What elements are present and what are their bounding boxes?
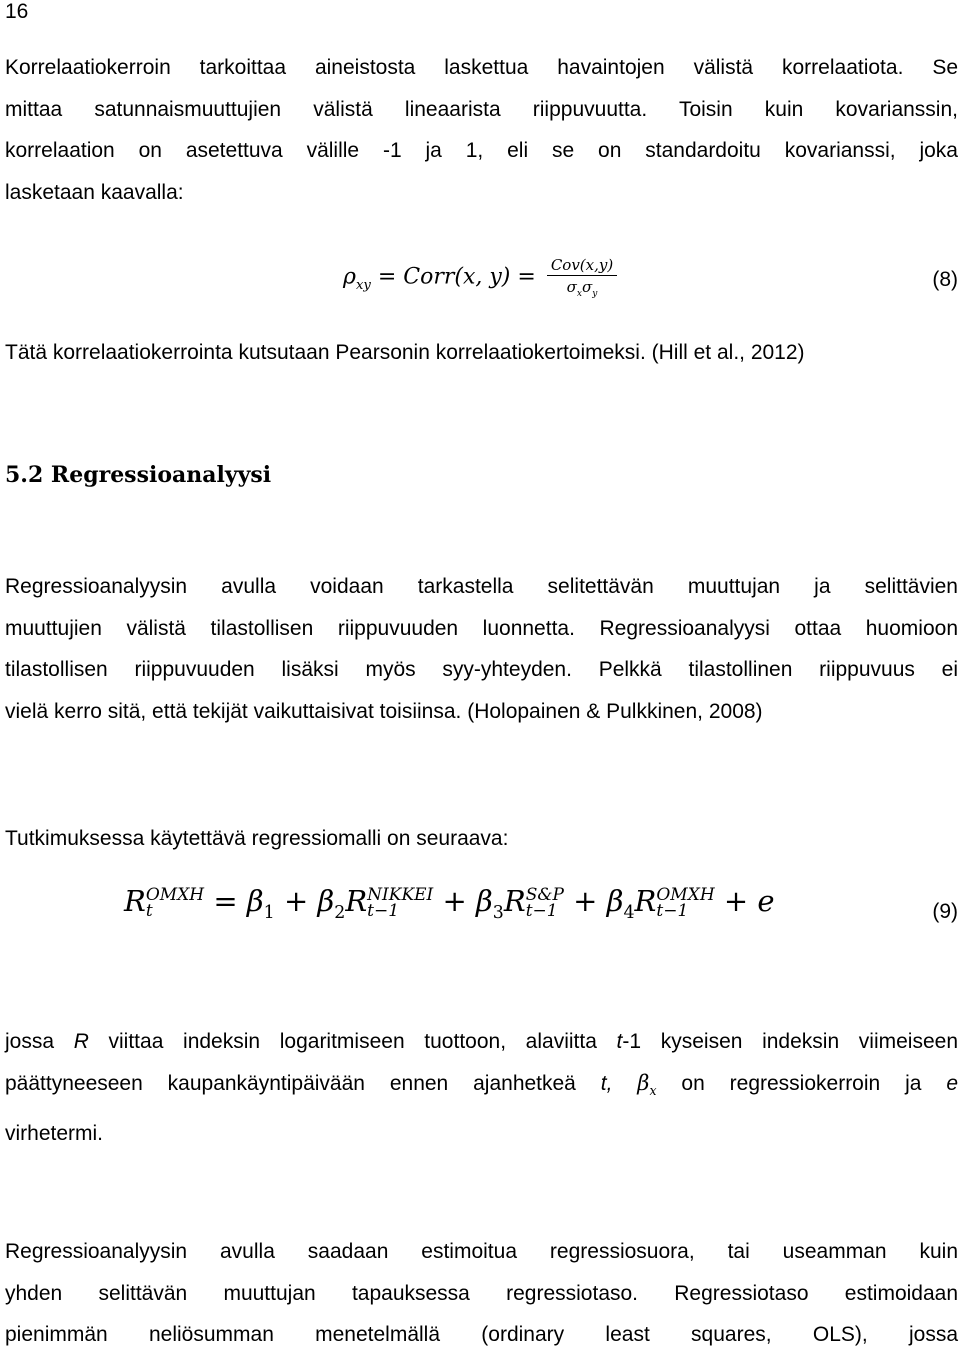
equation-8-number: (8) — [932, 268, 958, 291]
text-line: Regressioanalyysin avulla voidaan tarkastella selitettävän muuttujan ja selittävien — [5, 575, 958, 598]
text-line: yhden selittävän muuttujan tapauksessa regressiotaso. Regressiotaso estimoidaan — [5, 1281, 958, 1305]
text-line: korrelaation on asetettuva välille -1 ja 1, eli se on standardoitu kovarianssi, joka — [5, 139, 958, 163]
text-line: tilastollisen riippuvuuden lisäksi myös syy-yhteyden. Pelkkä tilastollinen riippuvuus ei — [5, 658, 958, 682]
paragraph-regression-intro — [5, 566, 958, 733]
text-line: jossa R viittaa indeksin logaritmiseen tuottoon, alaviitta t-1 kyseisen indeksin viimeiseen — [5, 1030, 958, 1053]
text-line: päättyneeseen kaupankäyntipäivään ennen ajanhetkeä t, $\beta_x$ on regressiokerroin ja e — [5, 1070, 958, 1098]
corr-term: Corr(x, y) — [403, 264, 511, 290]
rho-symbol: ρ — [343, 264, 356, 290]
text-line: Tätä korrelaatiokerrointa kutsutaan Pearsonin korrelaatiokertoimeksi. (Hill et al., 2012) — [5, 341, 805, 364]
section-heading: 5.2 Regressioanalyysi — [5, 462, 272, 488]
text-line: muuttujien välistä tilastollisen riippuvuuden luonnetta. Regressioanalyysi ottaa huomioon — [5, 616, 958, 640]
text-line: lasketaan kaavalla: — [5, 181, 184, 205]
text-line: Regressioanalyysin avulla saadaan estimoitua regressiosuora, tai useamman kuin — [5, 1240, 958, 1263]
equation-9: R OMXH t = $\beta_1 + \beta_2R$ NIKKEI t−1 + $\beta_3R$ S&P t−1 + $\beta_4R$ OMXH t−1 + e — [124, 884, 775, 923]
text-line: Korrelaatiokerroin tarkoittaa aineistosta laskettua havaintojen välistä korrelaatiota. Se — [5, 56, 958, 79]
text-line: virhetermi. — [5, 1121, 104, 1145]
text-line: mittaa satunnaismuuttujien välistä lineaarista riippuvuutta. Toisin kuin kovarianssin, — [5, 97, 958, 121]
equals-sign: = — [517, 264, 536, 290]
page-number: 16 — [5, 0, 29, 23]
equals-sign: = — [377, 264, 397, 290]
equation-8 — [343, 256, 617, 299]
text-line: Tutkimuksessa käytettävä regressiomalli on seuraava: — [5, 827, 509, 850]
fraction-denominator: $\sigma_x\sigma_y$ — [566, 278, 598, 299]
fraction — [547, 256, 617, 299]
paragraph-pearson — [5, 332, 958, 374]
paragraph-model-explanation — [5, 1021, 958, 1154]
equation-9-number: (9) — [932, 900, 958, 923]
fraction-numerator: Cov(x,y) — [547, 256, 617, 276]
rho-subscript: xy — [355, 277, 371, 293]
text-line: vielä kerro sitä, että tekijät vaikuttaisivat toisiinsa. (Holopainen & Pulkkinen, 2008) — [5, 700, 763, 724]
paragraph-model-intro — [5, 818, 958, 860]
text-line: pienimmän neliösumman menetelmällä (ordinary least squares, OLS), jossa — [5, 1323, 958, 1347]
paragraph-correlation-intro — [5, 47, 958, 214]
paragraph-regression-line — [5, 1231, 958, 1356]
